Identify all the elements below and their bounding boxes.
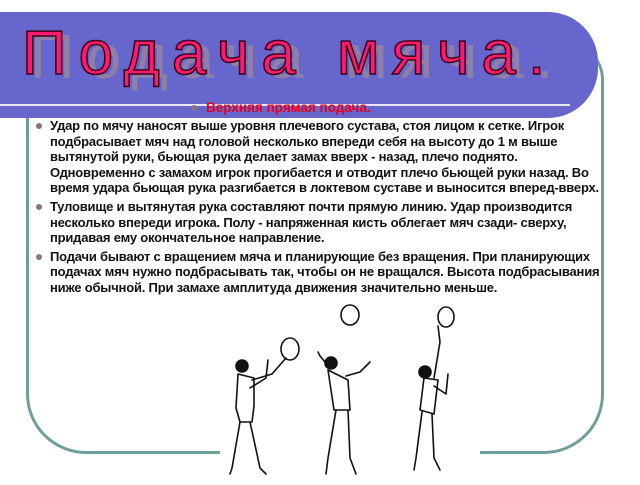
bullet-icon	[36, 204, 42, 210]
bullet-icon	[36, 254, 42, 260]
bullet-icon	[36, 123, 42, 129]
player-figure-3	[414, 307, 454, 470]
paragraph-text: Подачи бывают с вращением мяча и планирующие без вращения. При планирующих подачах мяч нужно подбрасывать так, чтобы он не вращался. Высота подбрасывания ниже обычной. При замахе амплитуда движения значительно меньше.	[50, 248, 600, 295]
player-figure-1	[230, 338, 299, 474]
section-heading	[206, 100, 371, 115]
bullet-icon	[191, 105, 197, 111]
paragraph-text: Туловище и вытянутая рука составляют почти прямую линию. Удар производится несколько впереди игрока. Полу - напряженная кисть облегает мяч сзади- сверху, придавая ему окончательное направление.	[50, 198, 573, 246]
slide-title	[22, 16, 602, 100]
title-text: Подача мяча.	[22, 19, 558, 88]
ball-icon	[341, 305, 359, 325]
list-item	[50, 249, 610, 296]
heading-text: Верхняя прямая подача.	[206, 100, 371, 115]
ball-icon	[438, 307, 454, 327]
paragraph-text: Удар по мячу наносят выше уровня плечевого сустава, стоя лицом к сетке. Игрок подбрасывает мяч над головой несколько впереди себя на высоту до 1 м выше вытянутой руки, бьющая рука делает замах вверх - назад, плечо поднято. Одновременно с замахом игрок прогибается и отводит плечо бьющей руки назад. Во время удара бьющая рука разгибается в локтевом суставе и выносится вперед-вверх.	[50, 118, 599, 196]
ball-icon	[281, 338, 299, 360]
serve-illustration	[220, 298, 480, 480]
list-item	[50, 118, 610, 196]
player-figure-2	[318, 305, 370, 474]
list-item	[50, 199, 610, 246]
bullet-list	[50, 118, 610, 299]
